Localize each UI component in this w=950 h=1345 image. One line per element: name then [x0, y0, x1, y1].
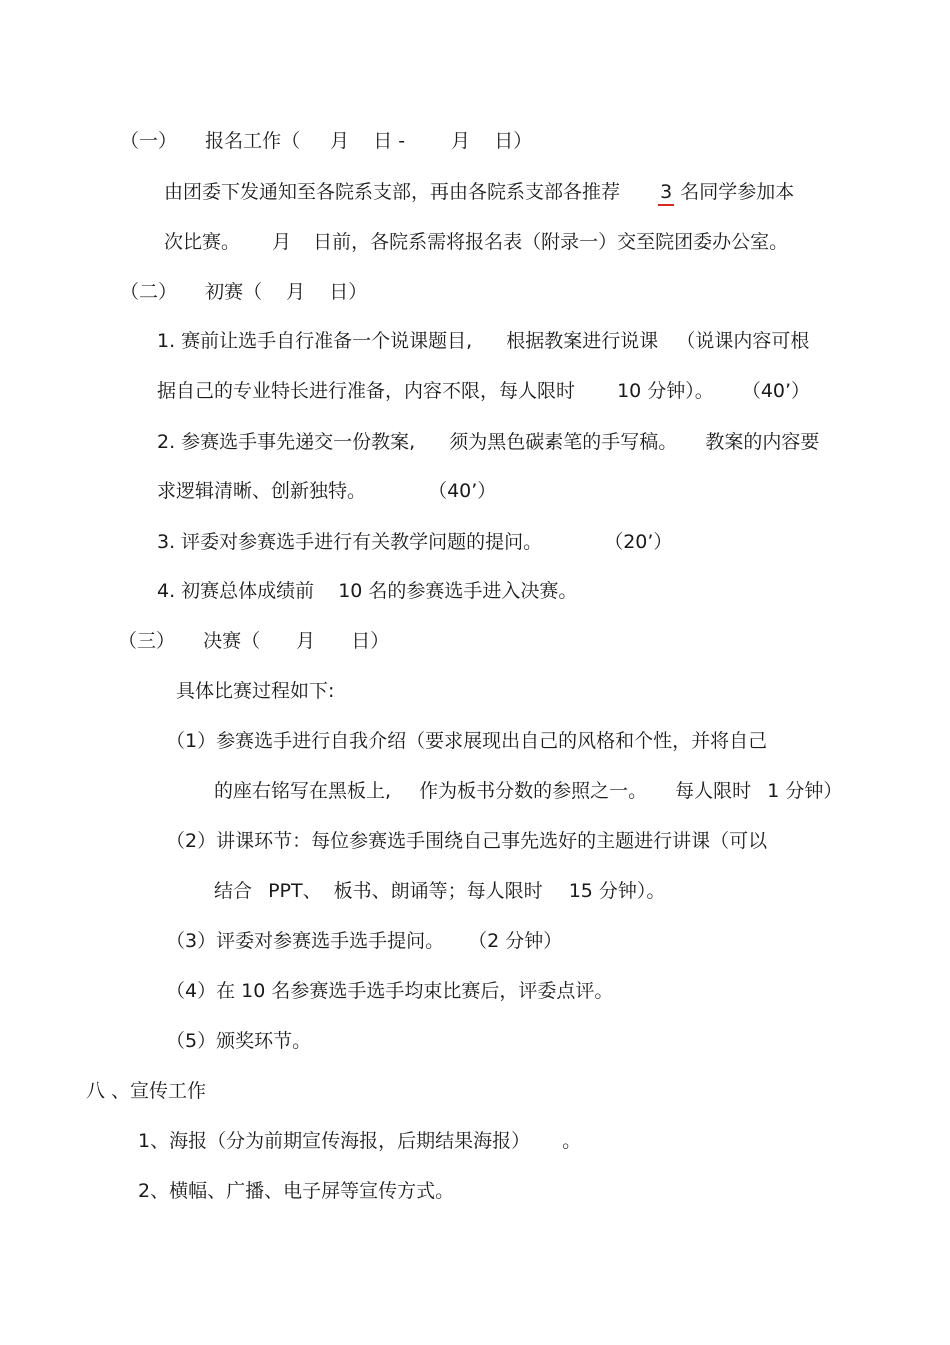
- publicity-item-text: 1、海报（分为前期宣传海报，后期结果海报）: [138, 1130, 531, 1152]
- prelim-time-limit: 10 分钟）。: [617, 380, 714, 402]
- final-step-2-line-2: [214, 882, 665, 901]
- section-1-day-2: 日）: [494, 130, 533, 152]
- final-step-4: [166, 982, 613, 1001]
- final-step-3: [166, 932, 562, 951]
- section-2-day: 日）: [329, 281, 368, 303]
- final-step-text: （1）参赛选手进行自我介绍（要求展现出自己的风格和个性，并将自己: [166, 730, 768, 752]
- final-step-text: （5）颁奖环节。: [166, 1030, 312, 1052]
- prelim-item-text: 10 名的参赛选手进入决赛。: [338, 580, 578, 602]
- publicity-item-1: [138, 1132, 581, 1151]
- section-1-month-1: 月: [330, 130, 350, 152]
- section-1-title: 报名工作（: [205, 130, 301, 152]
- section-3-number: （三）: [118, 630, 176, 652]
- final-intro: [176, 682, 334, 701]
- section-1-heading: [120, 132, 532, 151]
- prelim-item-text: （说课内容可根: [676, 330, 810, 352]
- section-1-text: 名同学参加本: [680, 181, 795, 203]
- prelim-item-text: 根据教案进行说课: [506, 330, 659, 352]
- final-step-text: （4）在 10 名参赛选手选手均束比赛后，评委点评。: [166, 980, 614, 1002]
- section-3-heading: [118, 632, 389, 651]
- prelim-item-text: 求逻辑清晰、创新独特。: [157, 480, 367, 502]
- final-step-text: 作为板书分数的参照之一。: [419, 780, 648, 802]
- publicity-item-2: [138, 1182, 454, 1201]
- final-time-limit: 15 分钟）。: [568, 880, 666, 902]
- prelim-item-3: [157, 533, 672, 552]
- section-1-month: 月: [272, 231, 292, 253]
- section-8-title: 八 、宣传工作: [86, 1080, 207, 1102]
- section-2-heading: [120, 283, 367, 302]
- section-1-paragraph-line-2: [164, 233, 788, 252]
- prelim-item-text: 4. 初赛总体成绩前: [157, 580, 315, 602]
- prelim-item-text: 1. 赛前让选手自行准备一个说课题目,: [157, 330, 473, 352]
- final-step-text: （2）讲课环节：每位参赛选手围绕自己事先选好的主题进行讲课（可以: [166, 830, 768, 852]
- final-time-limit: （2 分钟）: [468, 930, 563, 952]
- section-8-heading: [86, 1082, 206, 1101]
- final-step-1-line-2: [214, 782, 842, 801]
- section-3-month: 月: [296, 630, 316, 652]
- section-1-month-2: 月: [451, 130, 471, 152]
- final-step-text: PPT、: [268, 880, 322, 902]
- prelim-score: （40’）: [741, 380, 811, 402]
- section-2-number: （二）: [120, 281, 178, 303]
- prelim-item-text: 2. 参赛选手事先递交一份教案,: [157, 431, 416, 453]
- final-step-text: 板书、朗诵等；每人限时: [333, 880, 543, 902]
- section-2-title: 初赛（: [205, 281, 263, 303]
- final-step-text: 的座右铭写在黑板上,: [214, 780, 392, 802]
- prelim-item-text: 据自己的专业特长进行准备，内容不限，每人限时: [157, 380, 576, 402]
- final-step-2-line-1: [166, 832, 767, 851]
- prelim-item-4: [157, 582, 577, 601]
- prelim-item-2-line-1: [157, 433, 819, 452]
- prelim-score: （20’）: [604, 531, 673, 553]
- section-1-number: （一）: [120, 130, 178, 152]
- section-3-day: 日）: [351, 630, 390, 652]
- section-1-text: 由团委下发通知至各院系支部，再由各院系支部各推荐: [164, 181, 621, 203]
- section-2-month: 月: [286, 281, 306, 303]
- recommend-count: 3: [658, 181, 674, 206]
- section-1-text: 日前，各院系需将报名表（附录一）交至院团委办公室。: [313, 231, 789, 253]
- section-1-paragraph-line-1: [164, 183, 794, 202]
- prelim-item-1-line-2: [157, 382, 810, 401]
- final-intro-text: 具体比赛过程如下:: [176, 680, 335, 702]
- publicity-item-text: 。: [562, 1130, 582, 1152]
- prelim-score: （40’）: [428, 480, 497, 502]
- section-1-day-1: 日 -: [373, 130, 406, 152]
- final-step-text: 每人限时: [675, 780, 752, 802]
- final-step-text: 结合: [214, 880, 253, 902]
- section-3-title: 决赛（: [203, 630, 261, 652]
- final-time-limit: 1 分钟）: [767, 780, 843, 802]
- publicity-item-text: 2、横幅、广播、电子屏等宣传方式。: [138, 1180, 455, 1202]
- section-1-text: 次比赛。: [164, 231, 241, 253]
- final-step-5: [166, 1032, 311, 1051]
- final-step-text: （3）评委对参赛选手选手提问。: [166, 930, 445, 952]
- prelim-item-text: 须为黑色碳素笔的手写稿。: [449, 431, 678, 453]
- prelim-item-text: 3. 评委对参赛选手进行有关教学问题的提问。: [157, 531, 543, 553]
- final-step-1-line-1: [166, 732, 767, 751]
- prelim-item-1-line-1: [157, 332, 809, 351]
- prelim-item-2-line-2: [157, 482, 496, 501]
- prelim-item-text: 教案的内容要: [705, 431, 820, 453]
